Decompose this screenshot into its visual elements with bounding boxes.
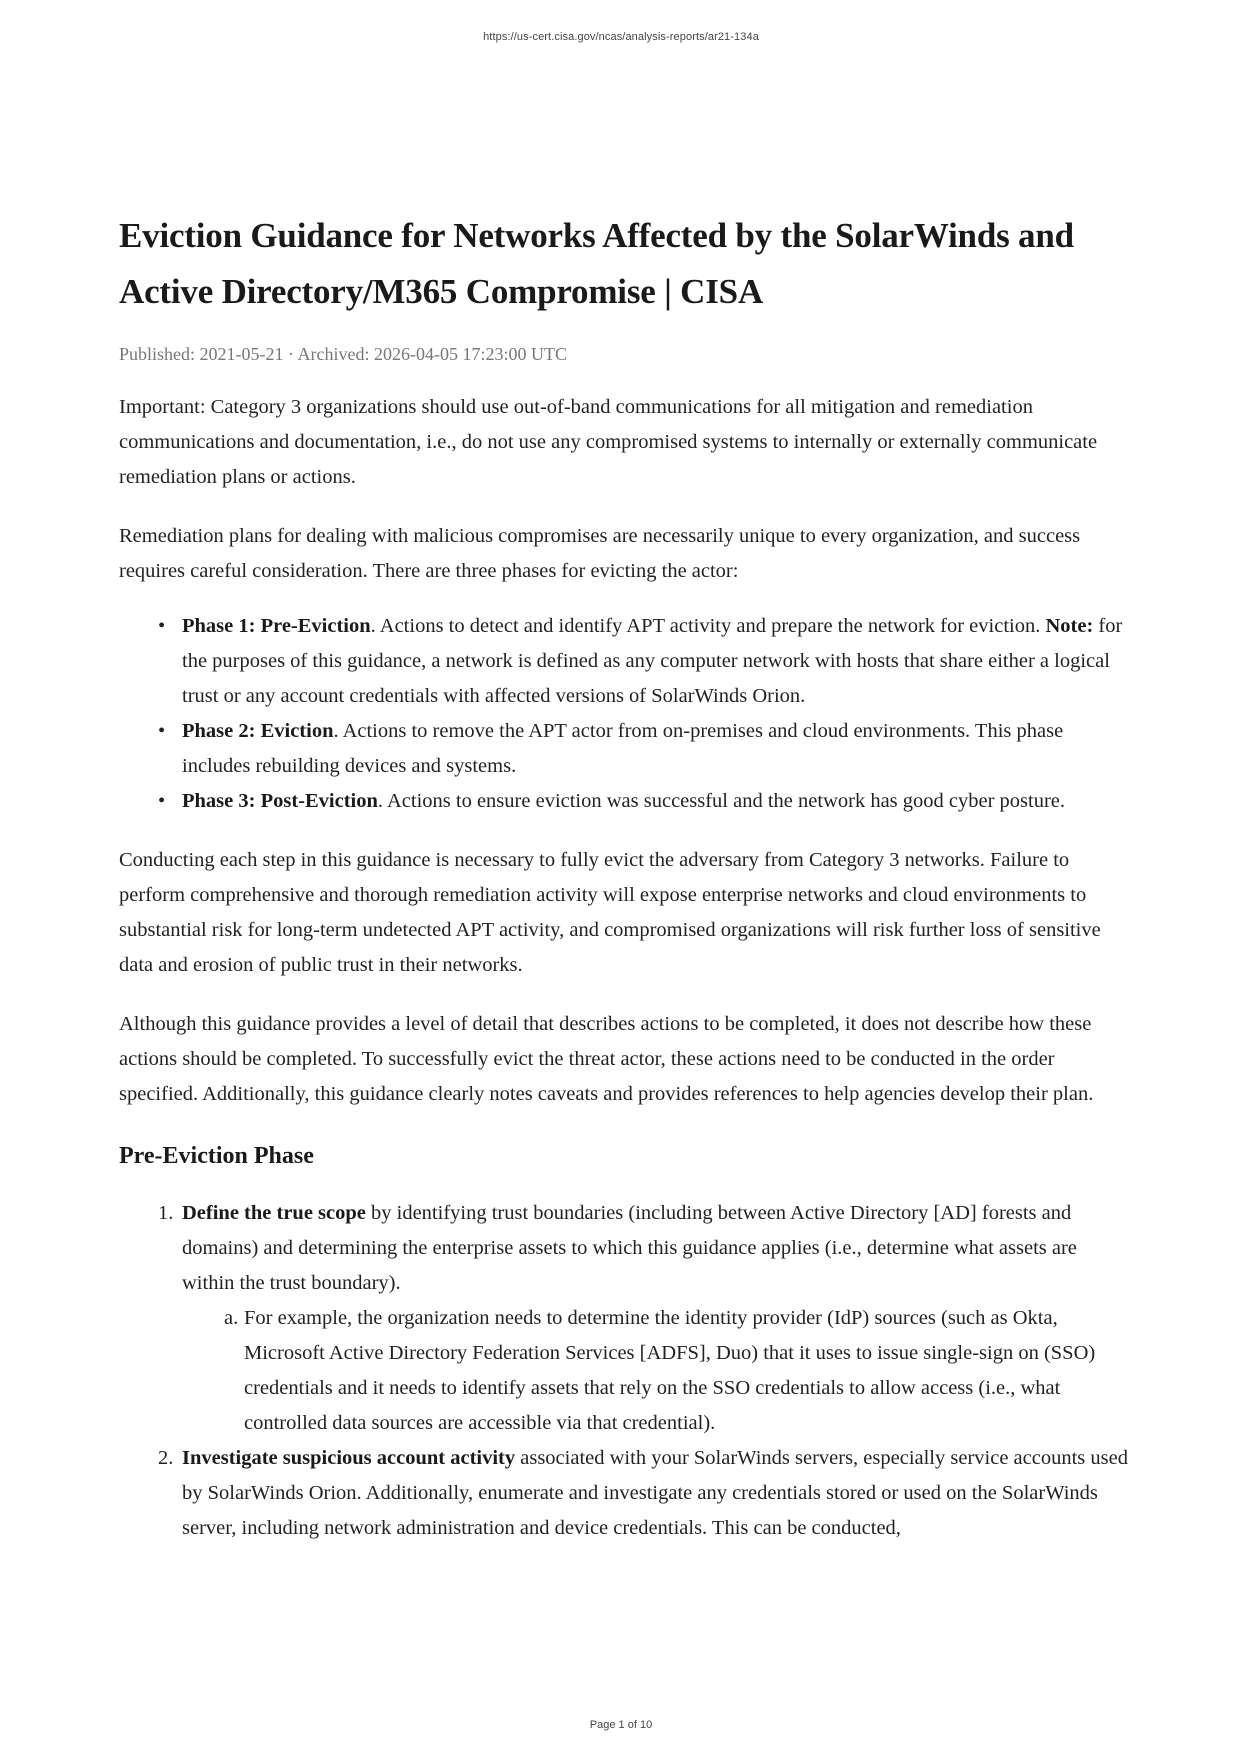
phase-label: Phase 3: Post-Eviction bbox=[182, 790, 378, 812]
note-label: Note: bbox=[1045, 615, 1094, 637]
step-label: Investigate suspicious account activity bbox=[182, 1447, 516, 1469]
page-number: Page 1 of 10 bbox=[589, 1719, 653, 1731]
note-text: for the purposes of this guidance, a network is defined as any computer network with hosts that share either a logical trust or any account credentials with affected versions of SolarWinds Orion. bbox=[182, 615, 1123, 707]
step-number: 1. bbox=[158, 1202, 174, 1224]
list-item bbox=[158, 1441, 1129, 1546]
step-label: Define the true scope bbox=[182, 1202, 366, 1224]
sub-steps-list bbox=[182, 1301, 1129, 1441]
document-content bbox=[119, 208, 1129, 1546]
list-item bbox=[158, 784, 1129, 819]
step-text: by identifying trust boundaries (including between Active Directory [AD] forests and domains) and determining the enterprise assets to which this guidance applies (i.e., determine what assets are within the trust boundary). bbox=[182, 1202, 1077, 1294]
page-title: Eviction Guidance for Networks Affected by the SolarWinds and Active Directory/M365 Compromise | CISA bbox=[119, 216, 1074, 311]
phase-text: . Actions to ensure eviction was successful and the network has good cyber posture. bbox=[377, 790, 1066, 812]
phases-list bbox=[119, 609, 1129, 819]
list-item bbox=[158, 1196, 1129, 1441]
important-paragraph: Important: Category 3 organizations should use out-of-band communications for all mitigation and remediation communications and documentation, i.e., do not use any compromised systems to internally or externally communicate remediation plans or actions. bbox=[119, 396, 1098, 488]
remediation-paragraph: Remediation plans for dealing with malicious compromises are necessarily unique to every organization, and success requires careful consideration. There are three phases for evicting the actor: bbox=[119, 525, 1081, 582]
phase-label: Phase 1: Pre-Eviction bbox=[182, 615, 371, 637]
sub-step-letter: a. bbox=[224, 1307, 239, 1329]
step-text: associated with your SolarWinds servers, especially service accounts used by SolarWinds Orion. Additionally, enumerate and investigate any credentials stored or used on the SolarWinds server, including network administration and device credentials. This can be conducted, bbox=[182, 1447, 1128, 1539]
phase-text: . Actions to detect and identify APT activity and prepare the network for eviction. bbox=[370, 615, 1046, 637]
bullet-icon: • bbox=[158, 615, 166, 637]
conducting-paragraph: Conducting each step in this guidance is necessary to fully evict the adversary from Category 3 networks. Failure to perform comprehensive and thorough remediation activity will expose enterprise networks and cloud environments to substantial risk for long-term undetected APT activity, and compromised organizations will risk further loss of sensitive data and erosion of public trust in their networks. bbox=[119, 849, 1101, 976]
phase-label: Phase 2: Eviction bbox=[182, 720, 334, 742]
bullet-icon: • bbox=[158, 720, 166, 742]
section-heading: Pre-Eviction Phase bbox=[119, 1143, 314, 1169]
steps-list bbox=[119, 1196, 1129, 1546]
list-item bbox=[158, 609, 1129, 714]
list-item bbox=[158, 714, 1129, 784]
publish-meta: Published: 2021-05-21 · Archived: 2026-04-05 17:23:00 UTC bbox=[119, 344, 567, 364]
phase-text: . Actions to remove the APT actor from on-premises and cloud environments. This phase includes rebuilding devices and systems. bbox=[182, 720, 1064, 777]
sub-step-text: For example, the organization needs to determine the identity provider (IdP) sources (such as Okta, Microsoft Active Directory Federation Services [ADFS], Duo) that it uses to issue single-sign on (SSO) credentials and it needs to identify assets that rely on the SSO credentials to allow access (i.e., what controlled data sources are accessible via that credential). bbox=[244, 1307, 1096, 1434]
bullet-icon: • bbox=[158, 790, 166, 812]
list-item bbox=[224, 1301, 1129, 1441]
step-number: 2. bbox=[158, 1447, 174, 1469]
page-url-header: https://us-cert.cisa.gov/ncas/analysis-reports/ar21-134a bbox=[483, 31, 759, 43]
although-paragraph: Although this guidance provides a level of detail that describes actions to be completed, it does not describe how these actions should be completed. To successfully evict the threat actor, these actions need to be conducted in the order specified. Additionally, this guidance clearly notes caveats and provides references to help agencies develop their plan. bbox=[119, 1013, 1094, 1105]
